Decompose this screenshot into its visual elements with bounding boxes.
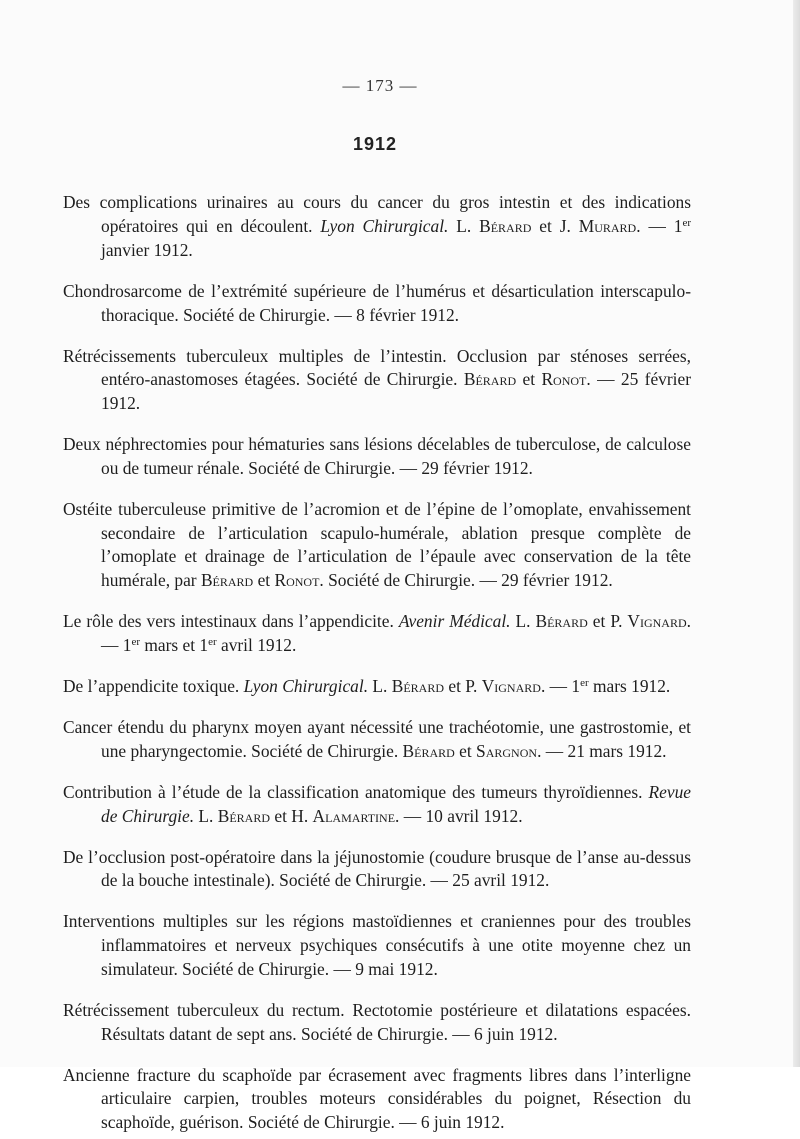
entry-text: et J. <box>531 216 579 237</box>
journal-title: Lyon Chirurgical. <box>243 675 369 696</box>
author-name: Vignard <box>481 675 541 696</box>
bibliography-list <box>63 174 691 1139</box>
entry-text: et H. <box>270 805 313 826</box>
entry-text: Rétrécissement tuberculeux du rectum. Rectotomie postérieure et dilatations espacées. Résultats datant de sept ans. Société de Chirurgie. — 6 juin 1912. <box>63 999 691 1044</box>
entry-date: . Société de Chirurgie. — 29 février 1912. <box>319 570 613 591</box>
page-edge-shadow <box>793 0 800 1067</box>
entry-text: et <box>253 570 275 591</box>
entry-text: Des complications urinaires au cours du cancer du gros intestin et des indications opératoires qui en découlent. <box>63 192 691 237</box>
entry-text: L. <box>194 805 218 826</box>
bibliography-entry <box>63 610 691 657</box>
author-name: Bérard <box>402 740 455 761</box>
entry-text: . — 1 <box>636 216 683 237</box>
entry-text: L. <box>510 611 536 632</box>
author-name: Murard <box>578 216 637 237</box>
entry-text: et P. <box>587 611 628 632</box>
entry-date: avril 1912. <box>216 634 297 655</box>
bibliography-entry <box>63 781 691 828</box>
entry-text: L. <box>368 675 392 696</box>
entry-date: . — 21 mars 1912. <box>537 740 667 761</box>
bibliography-entry <box>63 999 691 1046</box>
author-name: Bérard <box>535 611 588 632</box>
entry-date: . — 25 février 1912. <box>101 369 691 414</box>
entry-text: De l’occlusion post-opératoire dans la jéjunostomie (coudure brusque de l’anse au-dessus de la bouche intestinale). Société de Chirurgie. — 25 avril 1912. <box>63 846 691 891</box>
author-name: Bérard <box>463 369 517 390</box>
author-name: Bérard <box>479 216 532 237</box>
author-name: Bérard <box>391 675 445 696</box>
entry-text: De l’appendicite toxique. <box>63 675 244 696</box>
bibliography-entry <box>63 675 691 699</box>
entry-text: Contribution à l’étude de la classification anatomique des tumeurs thyroïdiennes. <box>63 781 649 802</box>
entry-text: Chondrosarcome de l’extrémité supérieure de l’humérus et désarticulation interscapulo-thoracique. Société de Chirurgie. — 8 février 1912. <box>63 280 691 325</box>
entry-text: Le rôle des vers intestinaux dans l’appendicite. <box>63 611 399 632</box>
page-number: — 173 — <box>342 76 418 95</box>
entry-text: Ostéite tuberculeuse primitive de l’acromion et de l’épine de l’omoplate, envahissement secondaire de l’articulation scapulo-humérale, ablation presque complète de l’omoplate et drainage de l’articulation de l’épaule avec conservation de la tête humérale, par <box>63 498 691 591</box>
ordinal-superscript: er <box>682 217 691 230</box>
journal-title: Lyon Chirurgical. <box>320 216 449 237</box>
entry-date: mars 1912. <box>588 675 671 696</box>
entry-text: et <box>454 740 477 761</box>
journal-title: Revue de Chirurgie. <box>101 781 691 826</box>
entry-text: Ancienne fracture du scaphoïde par écrasement avec fragments libres dans l’interligne articulaire carpien, troubles moteurs considérables du poignet, Résection du scaphoïde, guérison. Société de Chirurgie. — 6 juin 1912. <box>63 1064 691 1133</box>
entry-text: Deux néphrectomies pour hématuries sans lésions décelables de tuberculose, de calculose ou de tumeur rénale. Société de Chirurgie. — 29 février 1912. <box>63 434 691 478</box>
entry-text: Rétrécissements tuberculeux multiples de l’intestin. Occlusion par sténoses serrées, entéro-anastomoses étagées. Société de Chirurgie. <box>63 345 691 390</box>
bibliography-entry <box>63 910 691 981</box>
entry-date: janvier 1912. <box>101 239 193 260</box>
entry-text: et <box>516 369 542 390</box>
author-name: Vignard <box>627 611 687 632</box>
author-name: Alamartine <box>312 805 396 826</box>
author-name: Ronot <box>541 369 587 390</box>
bibliography-entry <box>63 191 691 262</box>
ordinal-superscript: er <box>131 635 140 648</box>
author-name: Sargnon <box>476 740 538 761</box>
entry-text: L. <box>448 216 480 237</box>
section-year-heading: 1912 <box>352 134 398 154</box>
author-name: Ronot <box>274 570 320 591</box>
author-name: Bérard <box>217 805 271 826</box>
author-name: Bérard <box>200 570 254 591</box>
ordinal-superscript: er <box>580 676 589 689</box>
bibliography-entry <box>63 716 691 763</box>
entry-date: . — 10 avril 1912. <box>395 805 523 826</box>
entry-text: . — 1 <box>101 611 691 655</box>
bibliography-entry <box>63 846 691 893</box>
bibliography-entry <box>63 1064 691 1135</box>
entry-text: . — 1 <box>540 675 581 696</box>
entry-text: et P. <box>444 675 482 696</box>
entry-text: Interventions multiples sur les régions mastoïdiennes et craniennes pour des troubles inflammatoires et nerveux psychiques consécutifs à une otite moyenne chez un simulateur. Société de Chirurgie. — 9 mai 1912. <box>63 911 691 979</box>
entry-text: Cancer étendu du pharynx moyen ayant nécessité une trachéotomie, une gastrostomie, et une pharyngectomie. Société de Chirurgie. <box>63 717 691 761</box>
ordinal-superscript: er <box>208 635 217 648</box>
bibliography-entry <box>63 433 691 480</box>
journal-title: Avenir Médical. <box>398 611 511 632</box>
bibliography-entry <box>63 345 691 416</box>
bibliography-entry <box>63 498 691 593</box>
bibliography-entry <box>63 280 691 327</box>
entry-text: mars et 1 <box>139 634 209 655</box>
